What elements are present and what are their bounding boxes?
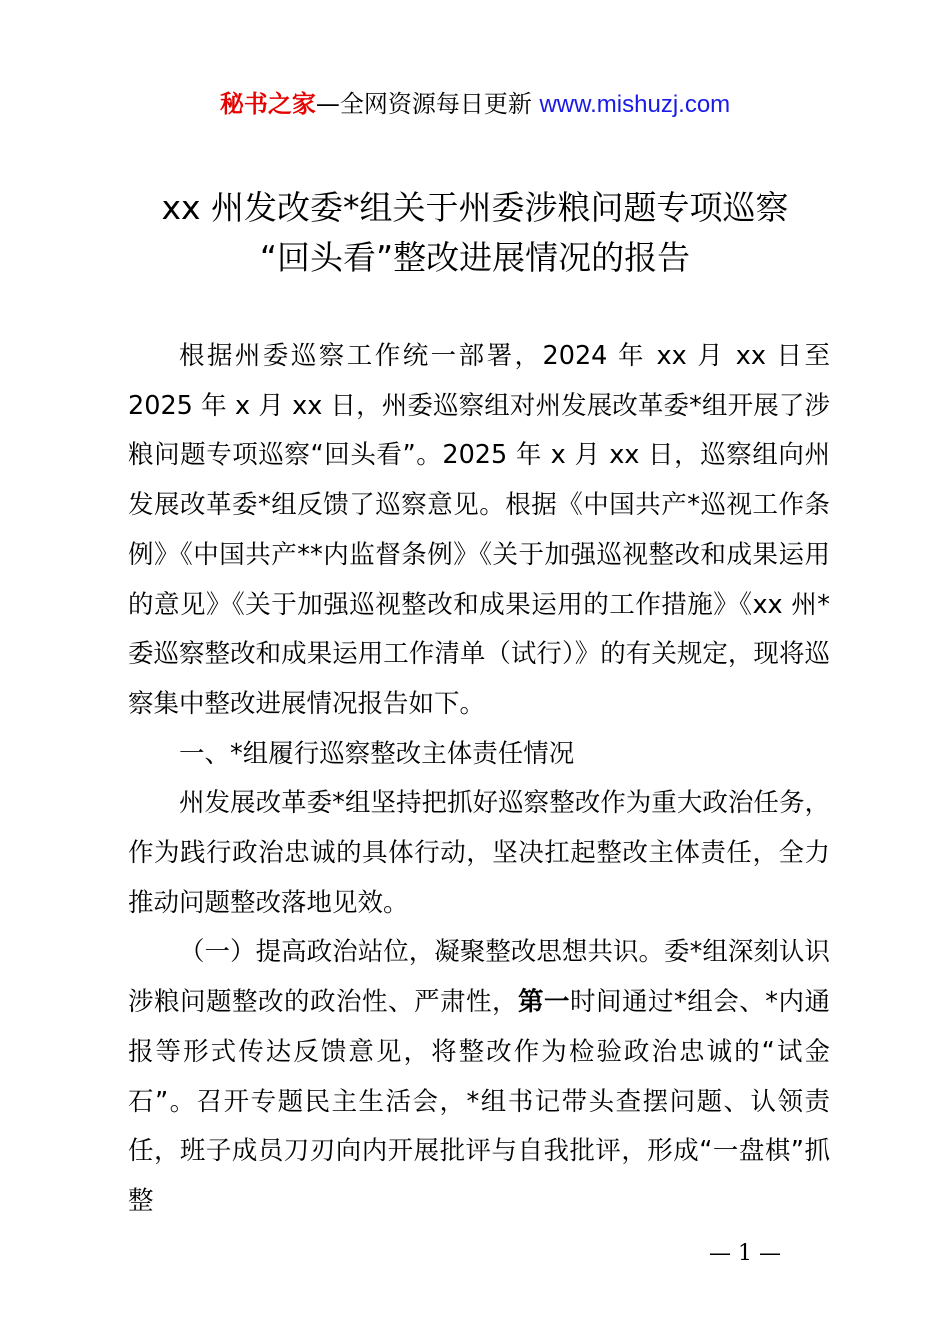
title-line-1: xx 州发改委*组关于州委涉粮问题专项巡察	[161, 188, 789, 227]
banner-tagline: —全网资源每日更新	[315, 90, 532, 118]
page-number: — 1 —	[709, 1241, 781, 1266]
document-title	[0, 183, 950, 283]
title-line-2: “回头看”整改进展情况的报告	[259, 238, 691, 277]
section-1-paragraph: 州发展改革委*组坚持把抓好巡察整改作为重大政治任务，作为践行政治忠诚的具体行动，坚决扛起整改主体责任，全力推动问题整改落地见效。	[128, 788, 830, 918]
document-body	[128, 332, 830, 1227]
site-banner	[0, 86, 950, 123]
website-link[interactable]: www.mishuzj.com	[539, 91, 731, 118]
brand-name: 秘书之家	[219, 90, 316, 118]
subsection-1-text-start: （一）提高政治站位，凝聚整改思想共识。委*组深刻认识涉粮问题整改的政治性、严肃性，	[128, 937, 830, 1018]
subsection-1-bold-term: 第一	[517, 987, 570, 1018]
intro-paragraph: 根据州委巡察工作统一部署，2024 年 xx 月 xx 日至 2025 年 x 月 xx 日，州委巡察组对州发展改革委*组开展了涉粮问题专项巡察“回头看”。2025 年 x 月 xx 日，巡察组向州发展改革委*组反馈了巡察意见。根据《中国共产*巡视工作条例》《中国共产**内监督条例》《关于加强巡视整改和成果运用的意见》《关于加强巡视整改和成果运用的工作措施》《xx 州*委巡察整改和成果运用工作清单（试行）》的有关规定，现将巡察集中整改进展情况报告如下。	[128, 341, 830, 719]
subsection-1-text-rest: 时间通过*组会、*内通报等形式传达反馈意见，将整改作为检验政治忠诚的“试金石”。召开专题民主生活会，*组书记带头查摆问题、认领责任，班子成员刀刃向内开展批评与自我批评，形成“一盘棋”抓整	[128, 987, 830, 1216]
section-1-heading: 一、*组履行巡察整改主体责任情况	[179, 738, 575, 769]
subsection-1-paragraph	[128, 928, 830, 1226]
